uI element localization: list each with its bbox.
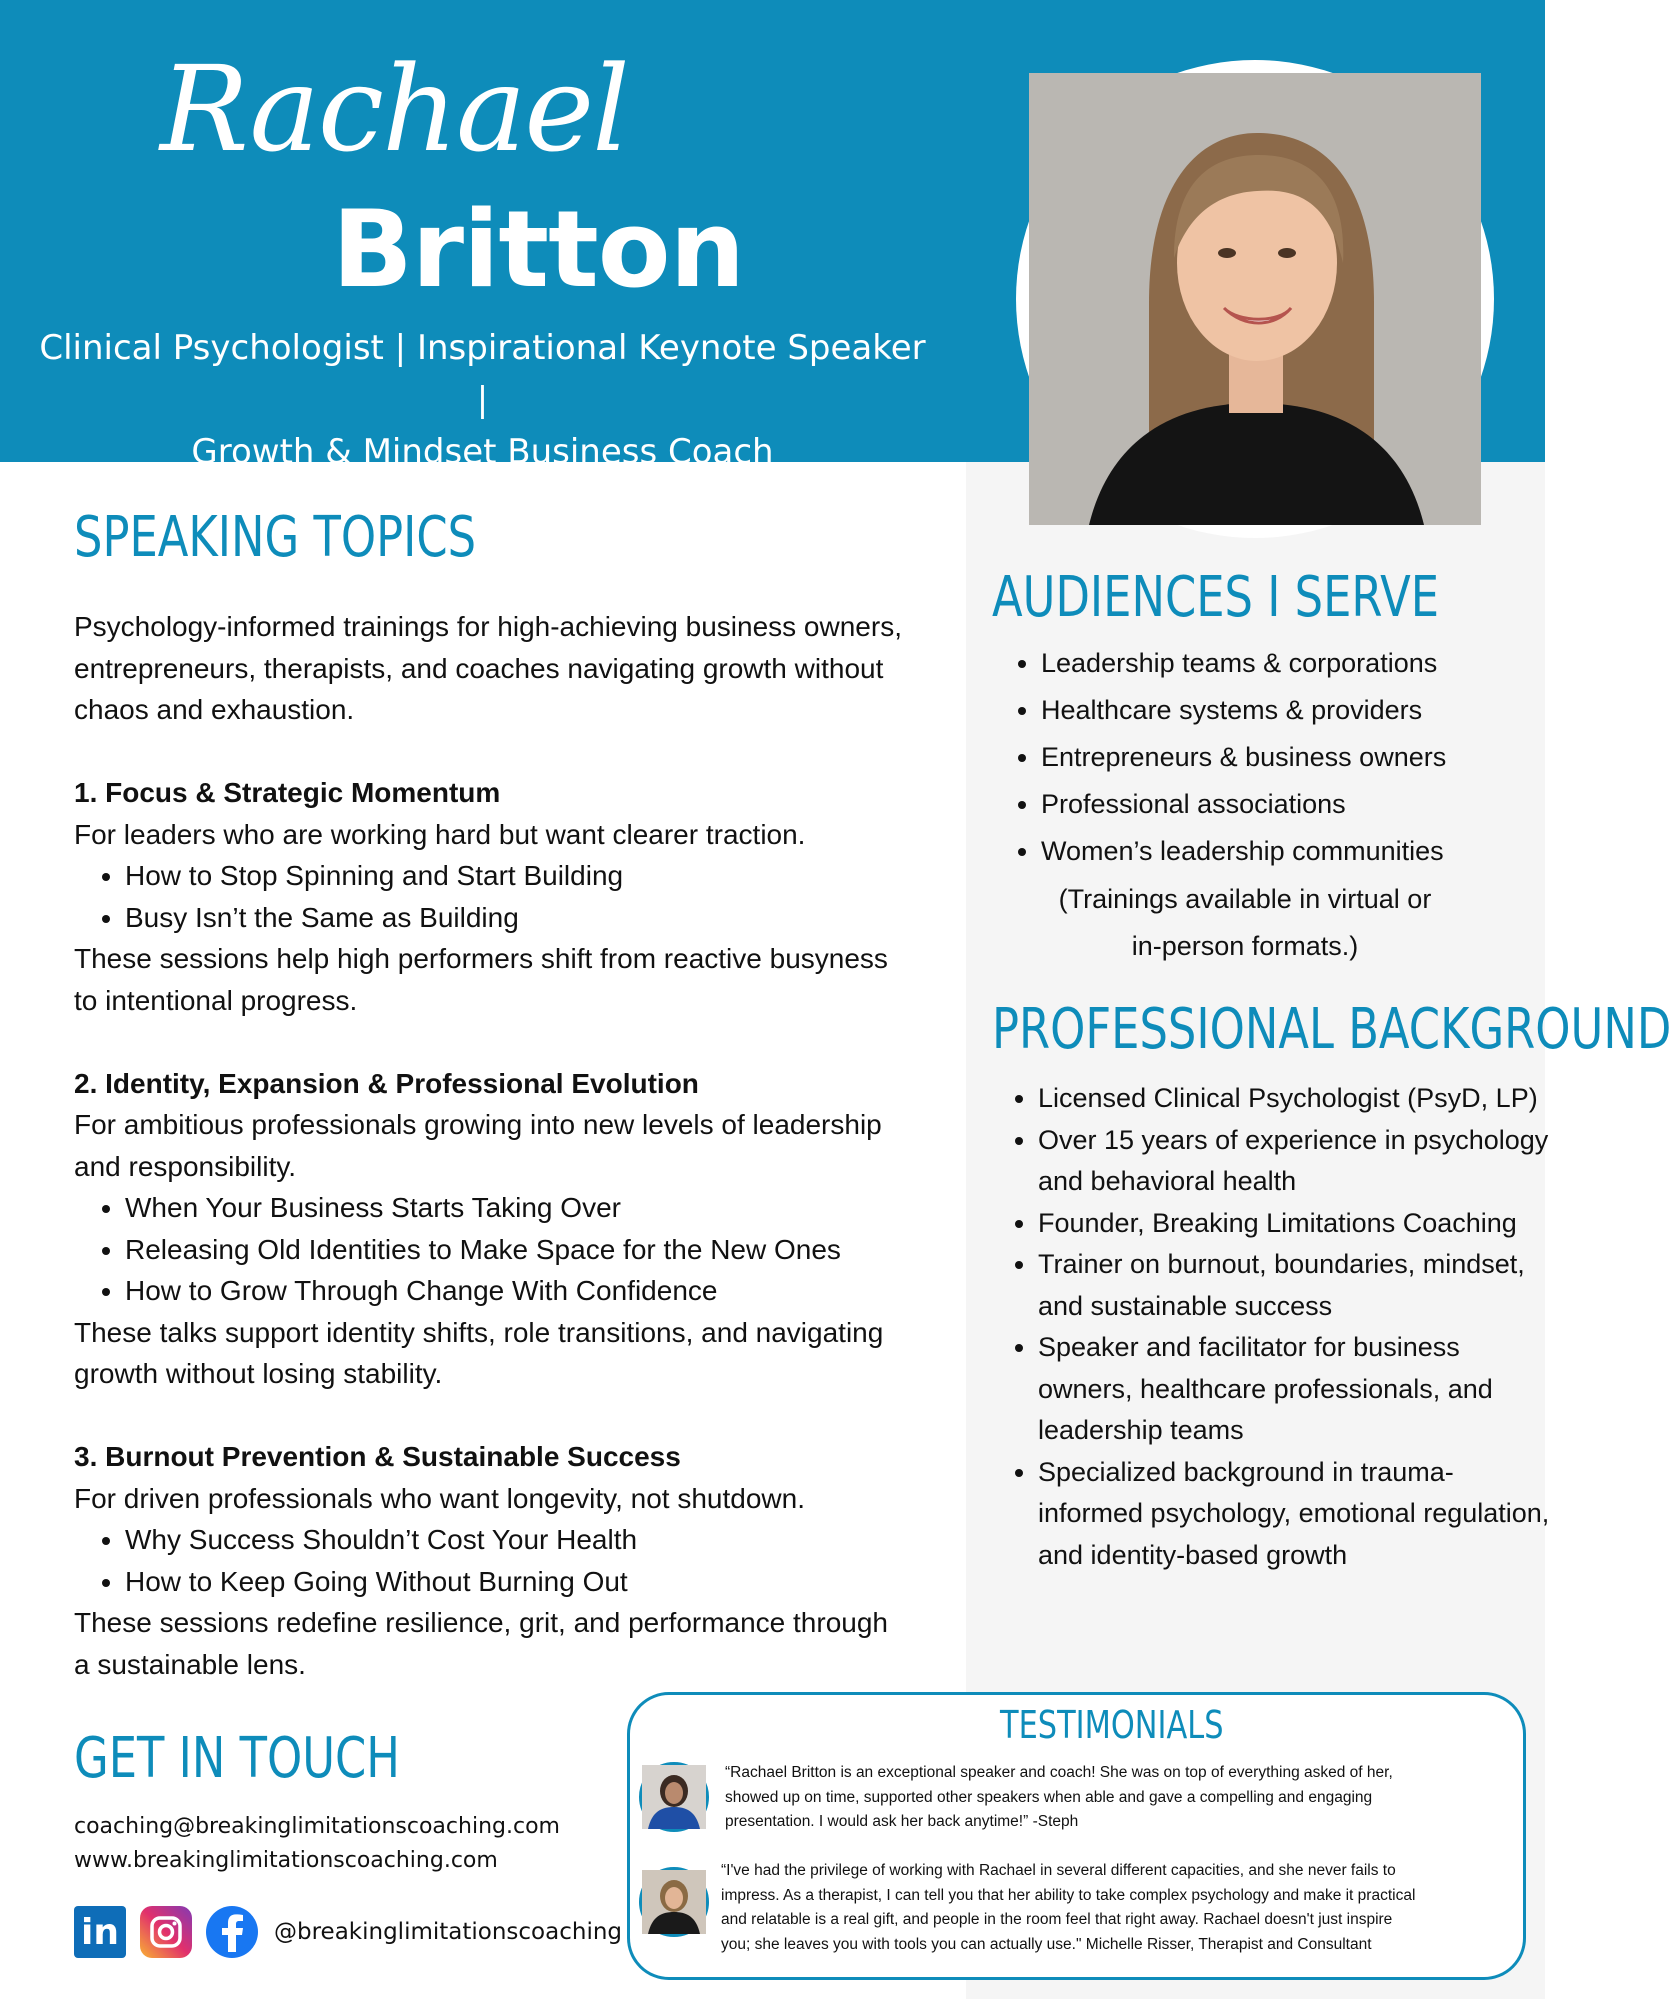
topic-2-lead: For ambitious professionals growing into new levels of leadership and responsibility. (74, 1109, 882, 1182)
linkedin-label: in (81, 1911, 119, 1953)
list-item: • When Your Business Starts Taking Over (125, 1187, 904, 1229)
linkedin-icon[interactable] (74, 1906, 126, 1958)
contact-info (74, 1810, 560, 1878)
list-item: • Women’s leadership communities (1041, 828, 1561, 875)
topic-2-title: 2. Identity, Expansion & Professional Evolution (74, 1067, 699, 1099)
list-item: • Founder, Breaking Limitations Coaching (1038, 1203, 1558, 1245)
list-item: • How to Keep Going Without Burning Out (125, 1561, 904, 1603)
last-name: Britton (332, 188, 745, 311)
quote-line: presentation. I would ask her back anytime!” -Steph (725, 1813, 1079, 1830)
audiences-note (1010, 876, 1480, 970)
topic-3-list (74, 1519, 904, 1602)
topic-2-list (74, 1187, 904, 1312)
speaking-topics-body (74, 606, 904, 1685)
background-heading: PROFESSIONAL BACKGROUND (992, 997, 1671, 1062)
audiences-list (1004, 640, 1561, 875)
social-handle[interactable]: @breakinglimitationscoaching (274, 1919, 623, 1945)
topic-1-lead: For leaders who are working hard but want clearer traction. (74, 818, 806, 850)
topic-3-lead: For driven professionals who want longevity, not shutdown. (74, 1482, 805, 1514)
testimonials-box (627, 1692, 1526, 1980)
list-item: • Over 15 years of experience in psychology and behavioral health (1038, 1120, 1558, 1203)
testimonial-avatar-michelle (639, 1867, 709, 1937)
testimonials-heading: TESTIMONIALS (1000, 1703, 1224, 1747)
list-item: • Leadership teams & corporations (1041, 640, 1561, 687)
instagram-icon[interactable] (140, 1906, 192, 1958)
topic-1-title: 1. Focus & Strategic Momentum (74, 777, 501, 808)
list-item: • Healthcare systems & providers (1041, 687, 1561, 734)
testimonial-quote-2 (721, 1859, 1415, 1957)
topic-1-summary: These sessions help high performers shift from reactive busyness to intentional progress. (74, 943, 888, 1016)
quote-line: “I've had the privilege of working with Rachael in several different capacities, and she never fails to (721, 1862, 1396, 1879)
list-item: • How to Stop Spinning and Start Building (125, 855, 904, 897)
audiences-heading: AUDIENCES I SERVE (992, 565, 1440, 630)
list-item: • Speaker and facilitator for business owners, healthcare professionals, and leadership teams (1038, 1327, 1558, 1452)
list-item: • How to Grow Through Change With Confidence (125, 1270, 904, 1312)
list-item: • Specialized background in trauma-informed psychology, emotional regulation, and identity-based growth (1038, 1452, 1558, 1577)
speaking-intro: Psychology-informed trainings for high-achieving business owners, entrepreneurs, therapists, and coaches navigating growth without chaos and exhaustion. (74, 611, 902, 725)
background-list (1004, 1078, 1558, 1576)
quote-line: impress. As a therapist, I can tell you that her ability to take complex psychology and make it practical (721, 1886, 1416, 1904)
tagline-line-1: Clinical Psychologist | Inspirational Keynote Speaker | (39, 328, 926, 420)
contact-heading: GET IN TOUCH (74, 1726, 400, 1791)
first-name-script: Rachael (160, 40, 628, 178)
topic-1-list (74, 855, 904, 938)
list-item: • Licensed Clinical Psychologist (PsyD, LP) (1038, 1078, 1558, 1120)
topic-3-summary: These sessions redefine resilience, grit, and performance through a sustainable lens. (74, 1607, 888, 1680)
quote-line: you; she leaves you with tools you can actually use." Michelle Risser, Therapist and Consultant (721, 1935, 1372, 1953)
profile-photo (1016, 60, 1494, 538)
speaking-topics-heading: SPEAKING TOPICS (74, 505, 477, 570)
quote-line: “Rachael Britton is an exceptional speaker and coach! She was on top of everything asked of her, (725, 1764, 1393, 1781)
testimonial-avatar-steph (639, 1762, 709, 1832)
website-link[interactable]: www.breakinglimitationscoaching.com (74, 1848, 498, 1873)
email-link[interactable]: coaching@breakinglimitationscoaching.com (74, 1814, 560, 1839)
audiences-note-line-1: (Trainings available in virtual or (1058, 884, 1432, 914)
quote-line: showed up on time, supported other speakers when able and gave a compelling and engaging (725, 1788, 1373, 1806)
list-item: • Trainer on burnout, boundaries, mindset, and sustainable success (1038, 1244, 1558, 1327)
list-item: • Releasing Old Identities to Make Space for the New Ones (125, 1229, 904, 1271)
list-item: • Why Success Shouldn’t Cost Your Health (125, 1519, 904, 1561)
topic-2-summary: These talks support identity shifts, role transitions, and navigating growth without losing stability. (74, 1316, 884, 1389)
topic-3-title: 3. Burnout Prevention & Sustainable Success (74, 1441, 681, 1472)
facebook-icon[interactable] (206, 1906, 258, 1958)
social-links (74, 1904, 622, 1960)
list-item: • Entrepreneurs & business owners (1041, 734, 1561, 781)
testimonial-quote-1 (725, 1761, 1393, 1835)
audiences-note-line-2: in-person formats.) (1131, 931, 1359, 961)
portrait-image (1029, 73, 1481, 525)
list-item: • Busy Isn’t the Same as Building (125, 897, 904, 939)
tagline (30, 322, 935, 478)
tagline-line-2: Growth & Mindset Business Coach (191, 432, 774, 472)
list-item: • Professional associations (1041, 781, 1561, 828)
quote-line: and relatable is a real gift, and people in the room feel that right away. Rachael doesn't just inspire (721, 1911, 1393, 1928)
